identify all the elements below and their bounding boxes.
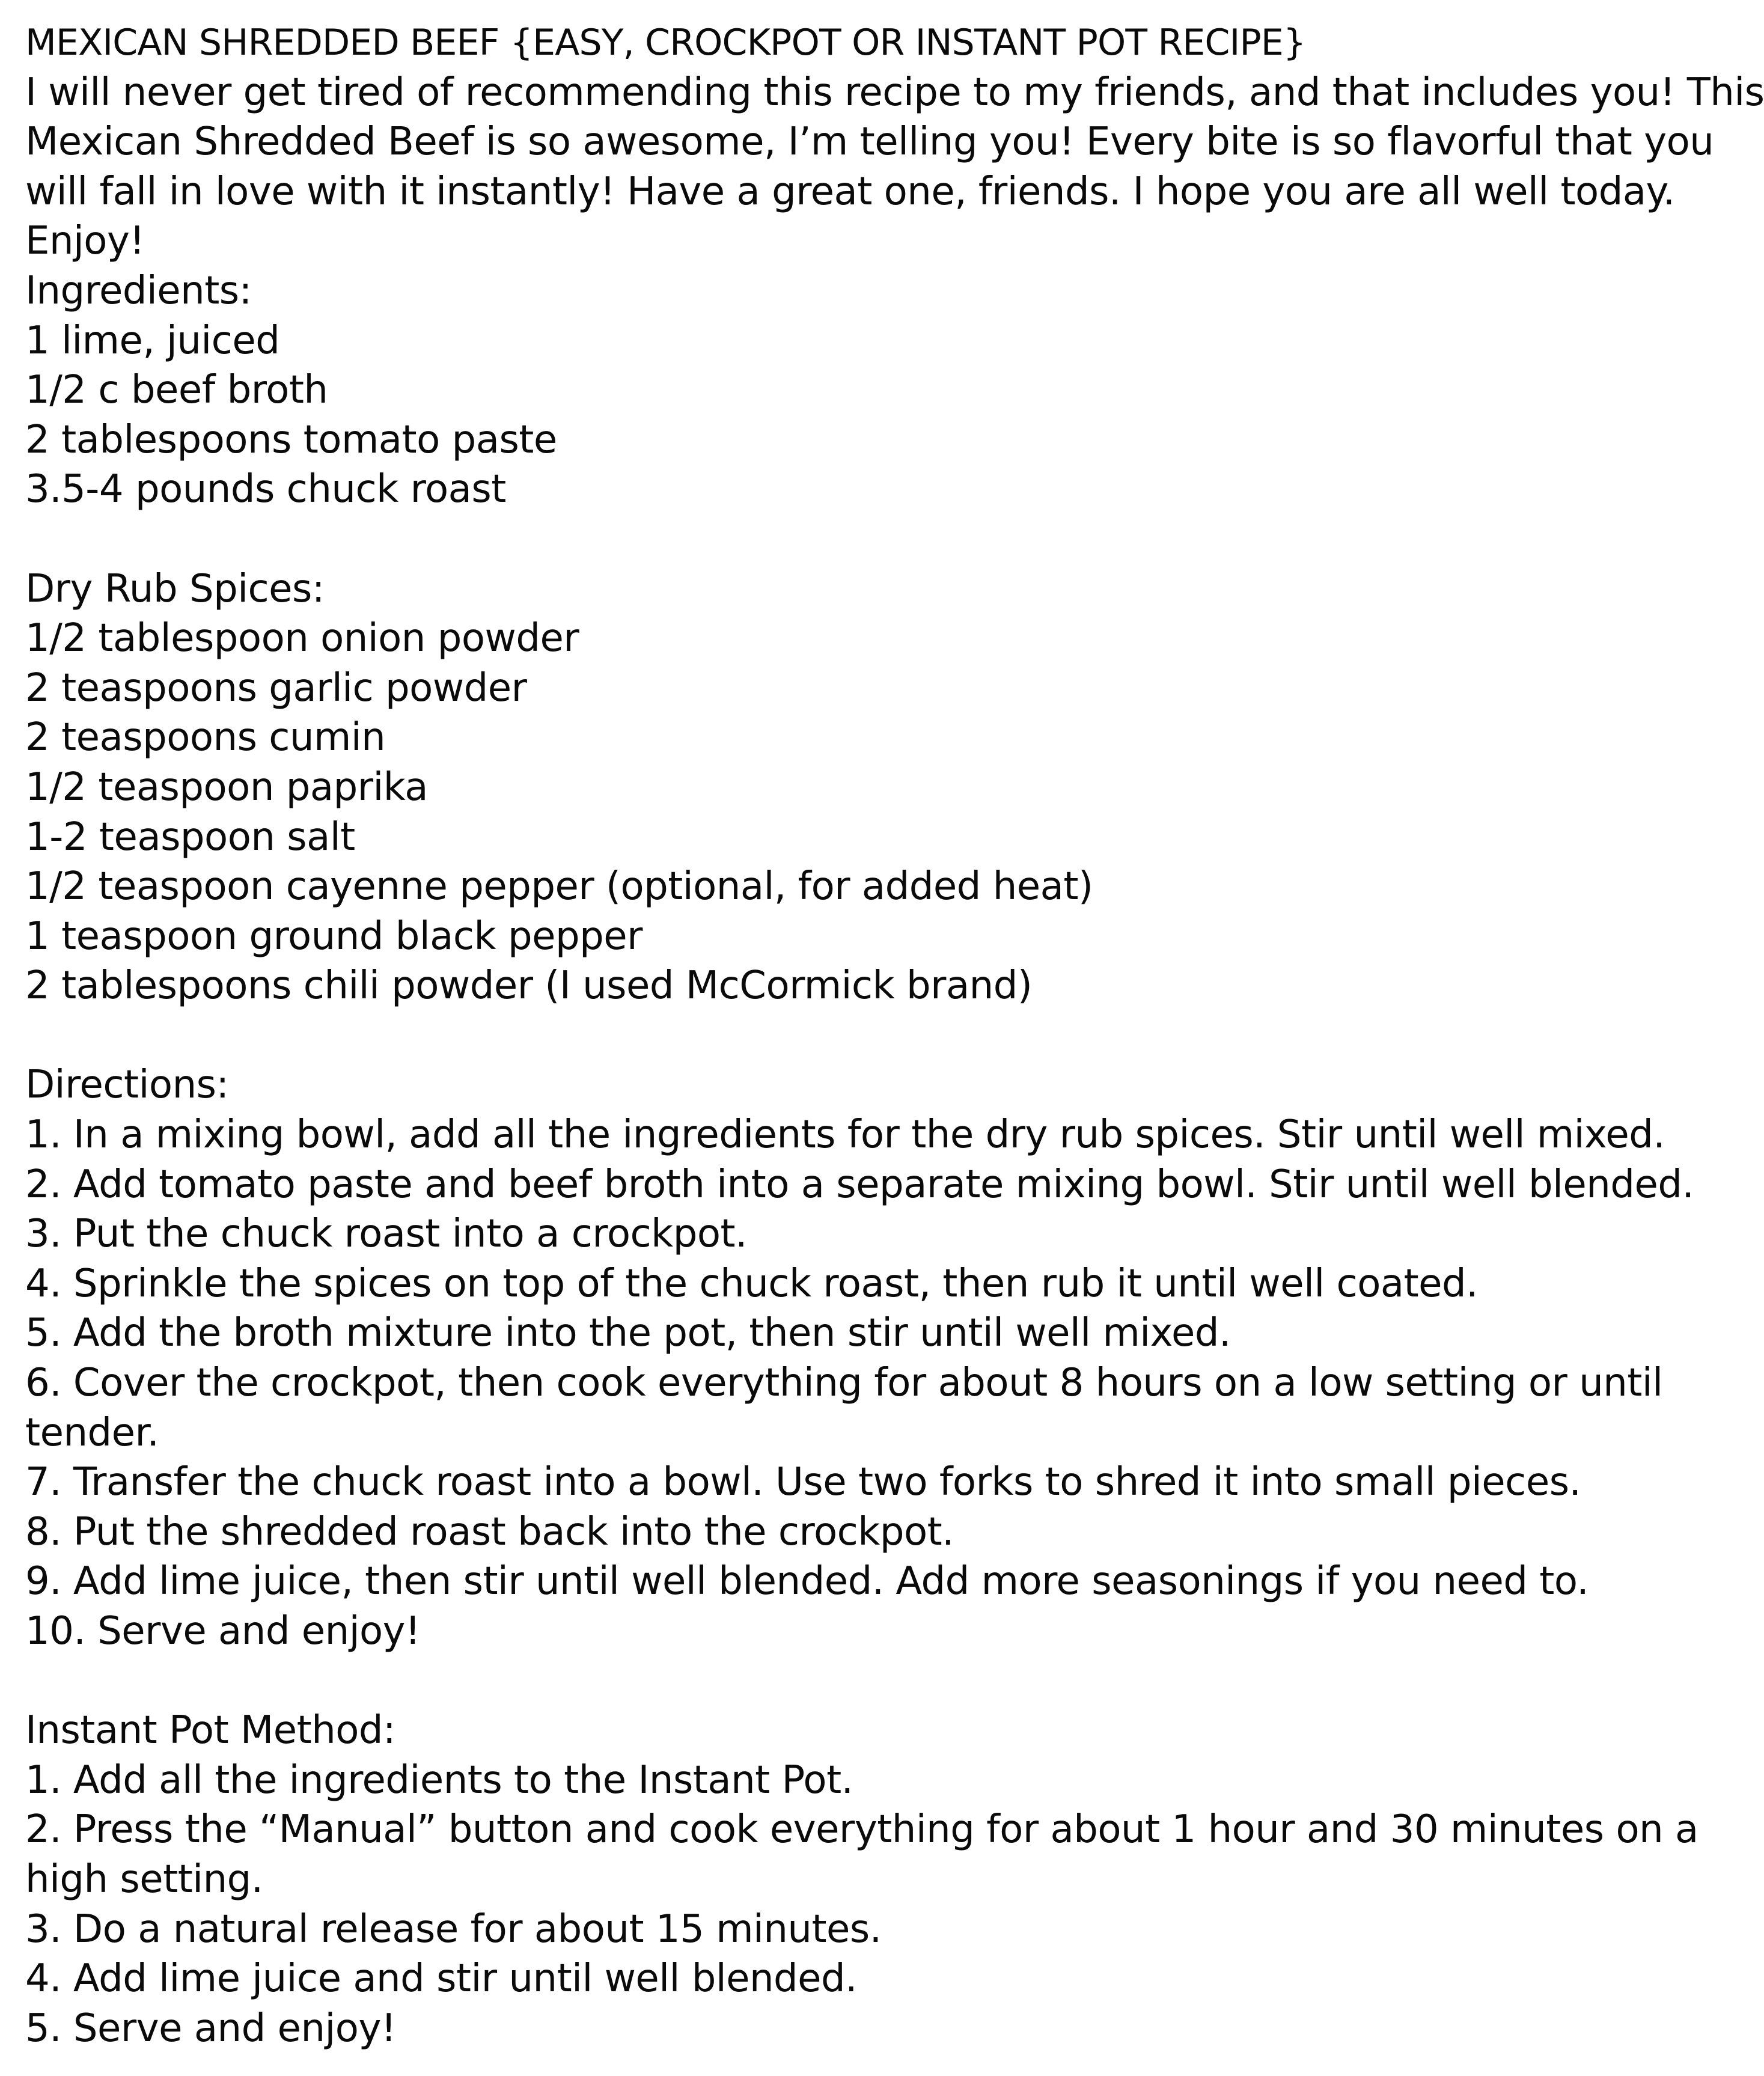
direction-step: 1. In a mixing bowl, add all the ingredients for the dry rub spices. Stir until well mixed. — [25, 1113, 1665, 1158]
recipe-title: MEXICAN SHREDDED BEEF {EASY, CROCKPOT OR INSTANT POT RECIPE} — [25, 22, 1306, 64]
instant-pot-step: 4. Add lime juice and stir until well blended. — [25, 1956, 857, 2001]
spice-item: 1/2 teaspoon paprika — [25, 765, 428, 810]
instant-pot-step: 2. Press the “Manual” button and cook everything for about 1 hour and 30 minutes on a — [25, 1807, 1698, 1852]
ingredients-heading: Ingredients: — [25, 268, 252, 313]
directions-section — [25, 1060, 1694, 1656]
spice-item: 1/2 tablespoon onion powder — [25, 616, 579, 661]
instant-pot-step: 5. Serve and enjoy! — [25, 2006, 396, 2051]
ingredient-item: 2 tablespoons tomato paste — [25, 417, 557, 462]
intro-line: I will never get tired of recommending this recipe to my friends, and that includes you! This — [25, 70, 1764, 115]
spice-item: 2 tablespoons chili powder (I used McCormick brand) — [25, 963, 1033, 1009]
direction-step: 8. Put the shredded roast back into the crockpot. — [25, 1509, 954, 1554]
section-spacer — [25, 1011, 1564, 1061]
dry-rub-heading: Dry Rub Spices: — [25, 566, 325, 611]
direction-step: 10. Serve and enjoy! — [25, 1609, 421, 1653]
direction-step: 6. Cover the crockpot, then cook everything for about 8 hours on a low setting or until — [25, 1361, 1663, 1406]
instant-pot-section — [25, 1706, 1698, 2053]
spice-item: 2 teaspoons cumin — [25, 715, 386, 760]
directions-heading: Directions: — [25, 1063, 229, 1108]
intro-line: Enjoy! — [25, 219, 145, 264]
instant-pot-step-continued: high setting. — [25, 1857, 263, 1902]
instant-pot-step: 1. Add all the ingredients to the Instant Pot. — [25, 1757, 853, 1803]
direction-step: 7. Transfer the chuck roast into a bowl. Use two forks to shred it into small pieces. — [25, 1460, 1581, 1505]
ingredient-item: 3.5-4 pounds chuck roast — [25, 467, 506, 512]
section-spacer — [25, 514, 1564, 564]
recipe-document — [25, 18, 1764, 2053]
instant-pot-step: 3. Do a natural release for about 15 minutes. — [25, 1907, 882, 1952]
spice-item: 1 teaspoon ground black pepper — [25, 914, 642, 959]
section-spacer — [25, 1656, 1564, 1706]
spice-item: 2 teaspoons garlic powder — [25, 665, 527, 710]
instant-pot-heading: Instant Pot Method: — [25, 1708, 396, 1753]
direction-step: 3. Put the chuck roast into a crockpot. — [25, 1212, 747, 1257]
dry-rub-section — [25, 564, 1564, 1011]
ingredient-item: 1 lime, juiced — [25, 318, 280, 363]
direction-step: 2. Add tomato paste and beef broth into a separate mixing bowl. Stir until well blended. — [25, 1162, 1694, 1207]
spice-item: 1-2 teaspoon salt — [25, 814, 355, 859]
ingredient-item: 1/2 c beef broth — [25, 368, 328, 413]
direction-step: 5. Add the broth mixture into the pot, then stir until well mixed. — [25, 1311, 1231, 1356]
spice-item: 1/2 teaspoon cayenne pepper (optional, for added heat) — [25, 864, 1093, 909]
direction-step: 4. Sprinkle the spices on top of the chuck roast, then rub it until well coated. — [25, 1261, 1478, 1306]
intro-paragraph — [25, 68, 1764, 266]
direction-step-continued: tender. — [25, 1410, 159, 1455]
intro-line: Mexican Shredded Beef is so awesome, I’m telling you! Every bite is so flavorful that you — [25, 120, 1714, 165]
ingredients-section — [25, 266, 1564, 514]
direction-step: 9. Add lime juice, then stir until well blended. Add more seasonings if you need to. — [25, 1559, 1589, 1604]
intro-line: will fall in love with it instantly! Have a great one, friends. I hope you are all well today. — [25, 169, 1675, 214]
